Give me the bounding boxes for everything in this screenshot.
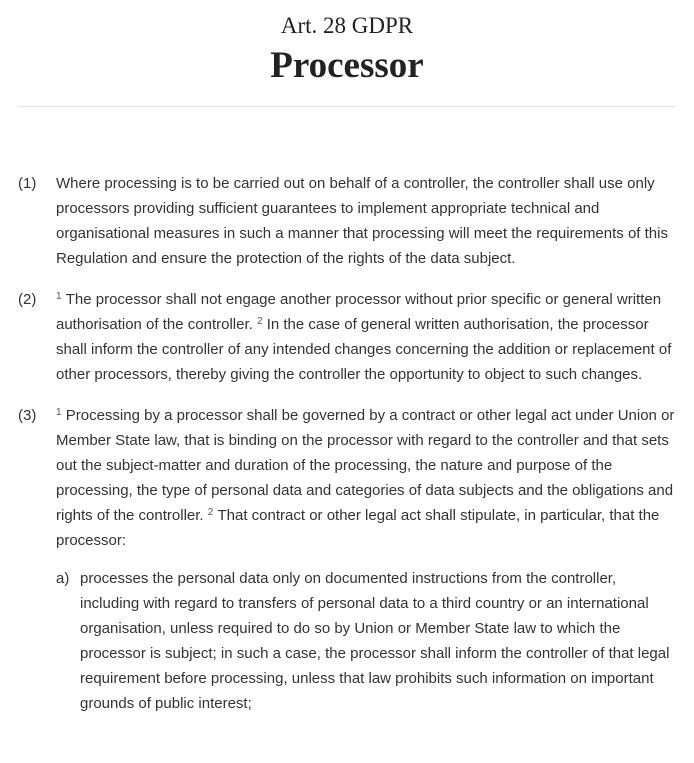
sentence-text: Where processing is to be carried out on behalf of a controller, the controller shall use only processors providing sufficient guarantees to implement appropriate technical and organisational measures in such a manner that processing will meet the requirements of this Regulation and ensure the protection of the rights of the data subject. <box>56 175 668 267</box>
paragraph-3-list <box>0 566 694 716</box>
page-title: Processor <box>270 45 424 86</box>
paragraph-1 <box>0 171 694 271</box>
list-item-letter: a) <box>56 570 70 587</box>
sentence-marker: 1 <box>56 291 62 302</box>
sentence-marker: 1 <box>56 407 62 418</box>
list-item-text: processes the personal data only on documented instructions from the controller, including with regard to transfers of personal data to a third country or an international organisation, unless required to do so by Union or Member State law to which the processor is subject; in such a case, the processor shall inform the controller of that legal requirement before processing, unless that law prohibits such information on important grounds of public interest; <box>80 570 670 712</box>
paragraph-number: (1) <box>18 175 37 192</box>
paragraph-text <box>56 171 676 271</box>
paragraph-text <box>56 403 676 553</box>
header-divider <box>18 106 675 107</box>
list-item <box>0 566 694 716</box>
sentence-text: The processor shall not engage another processor without prior specific or general written authorisation of the controller. <box>56 291 662 333</box>
sentence-text: Processing by a processor shall be governed by a contract or other legal act under Union or Member State law, that is binding on the processor with regard to the controller and that sets out the subject-matter and duration of the processing, the nature and purpose of the processing, the type of personal data and categories of data subjects and the obligations and rights of the controller. <box>56 407 675 524</box>
article-body <box>0 171 694 732</box>
sentence-text: That contract or other legal act shall stipulate, in particular, that the processor: <box>56 507 660 549</box>
paragraph-text <box>56 287 676 387</box>
paragraph-2 <box>0 287 694 387</box>
article-number: Art. 28 GDPR <box>280 13 414 38</box>
sentence-text: In the case of general written authorisation, the processor shall inform the controller of any intended changes concerning the addition or replacement of other processors, thereby giving the controller the opportunity to object to such changes. <box>56 316 672 383</box>
paragraph-number: (2) <box>18 291 37 308</box>
paragraph-number: (3) <box>18 407 37 424</box>
sentence-marker: 2 <box>207 507 214 518</box>
sentence-marker: 2 <box>256 316 263 327</box>
article-header <box>0 12 694 88</box>
paragraph-3 <box>0 403 694 716</box>
